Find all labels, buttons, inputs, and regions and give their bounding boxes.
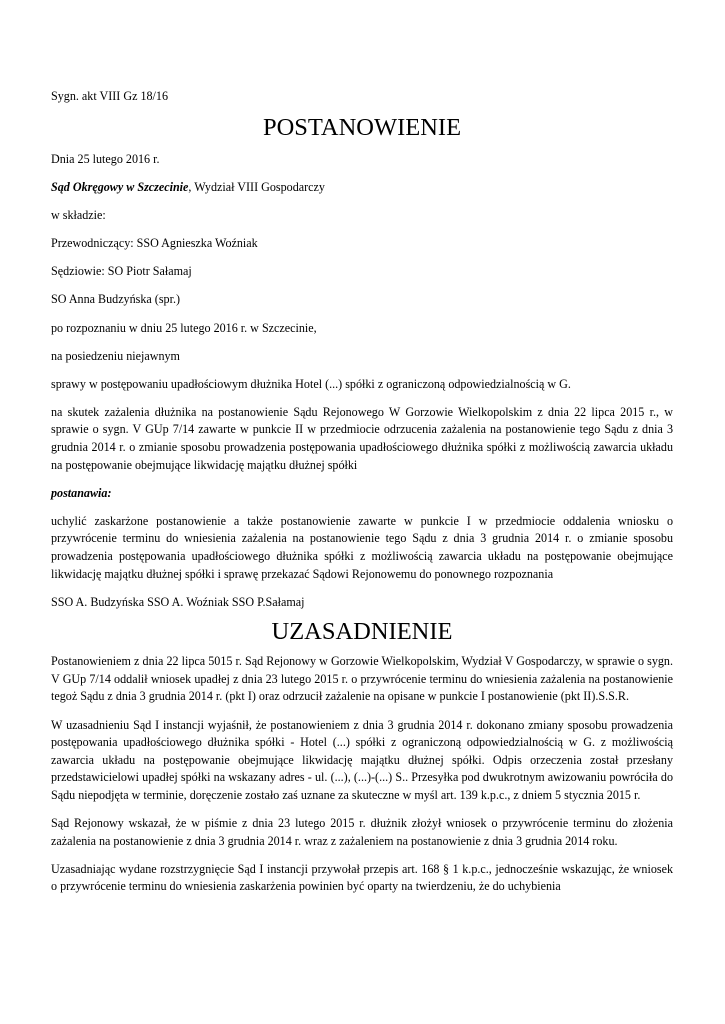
presiding-judge: Przewodniczący: SSO Agnieszka Woźniak xyxy=(51,236,258,251)
court-division: , Wydział VIII Gospodarczy xyxy=(188,180,325,195)
case-reference: Sygn. akt VIII Gz 18/16 xyxy=(51,89,169,103)
composition-label: w składzie: xyxy=(51,208,106,223)
hearing-info: po rozpoznaniu w dniu 25 lutego 2016 r. w Szczecinie, xyxy=(51,320,317,335)
case-description: sprawy w postępowaniu upadłościowym dłużnika Hotel (...) spółki z ograniczoną odpowiedzialnością w G. xyxy=(51,376,571,391)
complaint-paragraph: na skutek zażalenia dłużnika na postanowienie Sądu Rejonowego W Gorzowie Wielkopolskim z dnia 22 lipca 2015 r., w sprawie o sygn. V GUp 7/14 zawarte w punkcie II w przedmiocie odrzucenia zażalenia na postanowienie tego Sądu z dnia 3 grudnia 2014 r. o zmianie sposobu prowadzenia postępowania upadłościowego dłużnika spółki z możliwością zawarcia układu na postępowanie obejmujące likwidację majątku dłużnej spółki xyxy=(51,404,673,472)
resolves-label: postanawia: xyxy=(51,485,112,500)
justification-title: UZASADNIENIE xyxy=(271,618,453,646)
justification-paragraph-3: Sąd Rejonowy wskazał, że w piśmie z dnia 23 lutego 2015 r. dłużnik złożył wniosek o przywrócenie terminu do złożenia zażalenia na postanowienie z dnia 3 grudnia 2014 r. wraz z zażaleniem na postanowienie z dnia 3 grudnia 2014 roku. xyxy=(51,816,673,848)
justification-paragraph-1: Postanowieniem z dnia 22 lipca 5015 r. Sąd Rejonowy w Gorzowie Wielkopolskim, Wydział V Gospodarczy, w sprawie o sygn. V GUp 7/14 oddalił wniosek upadłej z dnia 23 lutego 2015 r. o przywrócenie terminu do wniesienia zażalenia na postanowienie tegoż Sądu z dnia 3 grudnia 2014 r. (pkt I) oraz odrzucił zażalenie na opisane w punkcie I postanowienie (pkt II).S.S.R. xyxy=(51,654,673,704)
court-line xyxy=(51,179,673,197)
reporting-judge: SO Anna Budzyńska (spr.) xyxy=(51,292,180,307)
document-title: POSTANOWIENIE xyxy=(262,114,462,141)
signatures: SSO A. Budzyńska SSO A. Woźniak SSO P.Sałamaj xyxy=(51,594,305,609)
resolution-paragraph: uchylić zaskarżone postanowienie a także postanowienie zawarte w punkcie I w przedmiocie oddalenia wniosku o przywrócenie terminu do wniesienia zażalenia na postanowienie tego Sądu z dnia 3 grudnia 2014 r. o zmianie sposobu prowadzenia postępowania upadłościowego dłużnika spółki z możliwością zawarcia układu na postępowanie obejmujące likwidację majątku dłużnej spółki i sprawę przekazać Sądowi Rejonowemu do ponownego rozpoznania xyxy=(51,513,673,581)
document-date: Dnia 25 lutego 2016 r. xyxy=(51,152,160,166)
justification-paragraph-2: W uzasadnieniu Sąd I instancji wyjaśnił, że postanowieniem z dnia 3 grudnia 2014 r. dokonano zmiany sposobu prowadzenia postępowania upadłościowego dłużnika spółki - Hotel (...) spółki z ograniczoną odpowiedzialnością w G. z możliwością zawarcia układu na postępowanie obejmujące likwidację majątku dłużnej spółki. Odpis orzeczenia został przesłany przedstawicielowi upadłej spółki na wskazany adres - ul. (...), (...)-(...) S.. Przesyłka pod dwukrotnym awizowaniu powróciła do Sądu niepodjęta w terminie, doręczenie zostało zaś uznane za skuteczne w myśl art. 139 k.p.c., z dniem 5 stycznia 2015 r. xyxy=(51,717,673,802)
judges: Sędziowie: SO Piotr Sałamaj xyxy=(51,264,192,279)
session-type: na posiedzeniu niejawnym xyxy=(51,348,180,363)
court-name: Sąd Okręgowy w Szczecinie xyxy=(51,180,189,195)
document-body xyxy=(51,88,673,906)
justification-paragraph-4: Uzasadniając wydane rozstrzygnięcie Sąd I instancji przywołał przepis art. 168 § 1 k.p.c., jednocześnie wskazując, że wniosek o przywrócenie terminu do wniesienia zaskarżenia powinien być oparty na twierdzeniu, że do uchybienia xyxy=(51,861,673,894)
